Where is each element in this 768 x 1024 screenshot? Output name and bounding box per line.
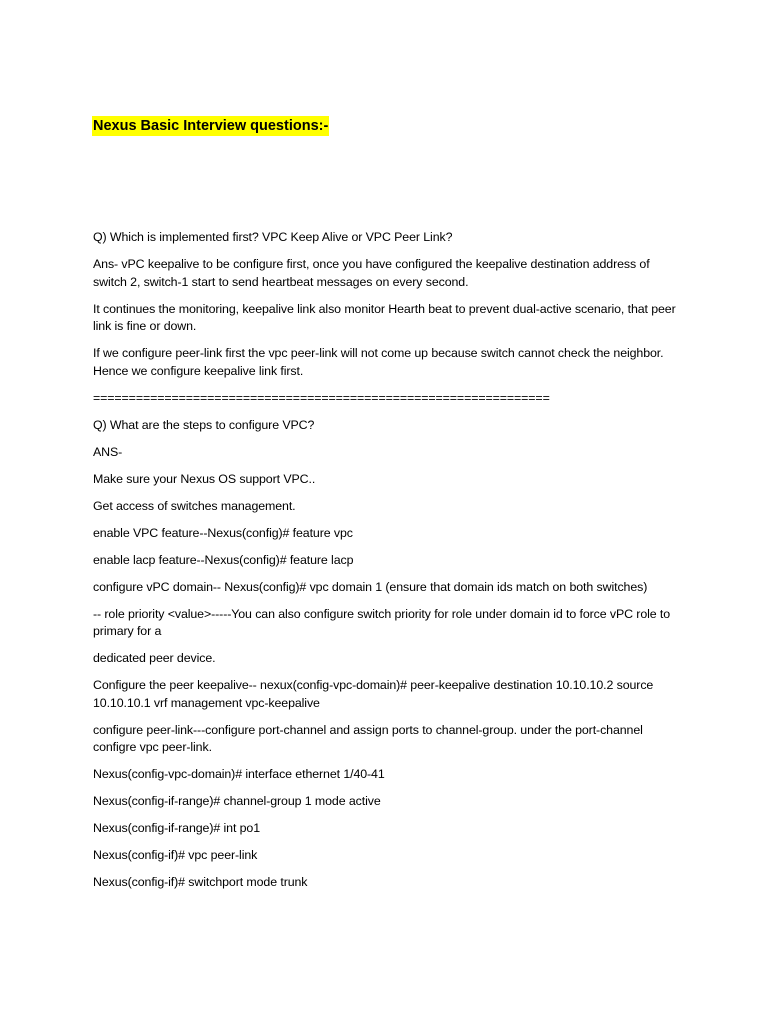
question-1: Q) Which is implemented first? VPC Keep Alive or VPC Peer Link? [93, 230, 453, 244]
step-role-priority: -- role priority <value>-----You can also configure switch priority for role under domain id to force vPC role to primary for a [93, 606, 671, 639]
step-enable-vpc: enable VPC feature--Nexus(config)# feature vpc [93, 525, 353, 540]
step-peer-link: configure peer-link---configure port-channel and assign ports to channel-group. under the port-channel configre vpc peer-link. [93, 722, 643, 755]
document-body [93, 229, 683, 901]
answer-1-paragraph-3: If we configure peer-link first the vpc peer-link will not come up because switch cannot check the neighbor. Hence we configure keepalive link first. [93, 346, 664, 378]
step-peer-keepalive: Configure the peer keepalive-- nexux(config-vpc-domain)# peer-keepalive destination 10.10.10.2 source 10.10.10.1 vrf management vpc-keepalive [93, 678, 654, 710]
question-2: Q) What are the steps to configure VPC? [93, 417, 315, 432]
answer-1-paragraph-1: Ans- vPC keepalive to be configure first, once you have configured the keepalive destination address of switch 2, switch-1 start to send heartbeat messages on every second. [93, 256, 650, 289]
step-enable-lacp: enable lacp feature--Nexus(config)# feature lacp [93, 552, 354, 567]
command-channel-group: Nexus(config-if-range)# channel-group 1 mode active [93, 794, 381, 809]
step-configure-domain: configure vPC domain-- Nexus(config)# vpc domain 1 (ensure that domain ids match on both switches) [93, 579, 648, 594]
step-dedicated-peer: dedicated peer device. [93, 651, 216, 666]
command-interface: Nexus(config-vpc-domain)# interface ethernet 1/40-41 [93, 767, 385, 782]
step-os-support: Make sure your Nexus OS support VPC.. [93, 471, 316, 486]
document-title: Nexus Basic Interview questions:- [93, 118, 329, 134]
command-int-po1: Nexus(config-if-range)# int po1 [93, 821, 261, 836]
answer-1-paragraph-2: It continues the monitoring, keepalive link also monitor Hearth beat to prevent dual-active scenario, that peer link is fine or down. [93, 301, 676, 334]
step-management-access: Get access of switches management. [93, 498, 296, 513]
answer-2-label: ANS- [93, 444, 123, 459]
command-vpc-peer-link: Nexus(config-if)# vpc peer-link [93, 848, 258, 863]
command-switchport-trunk: Nexus(config-if)# switchport mode trunk [93, 875, 308, 890]
separator-line: ================================================================ [93, 390, 550, 405]
